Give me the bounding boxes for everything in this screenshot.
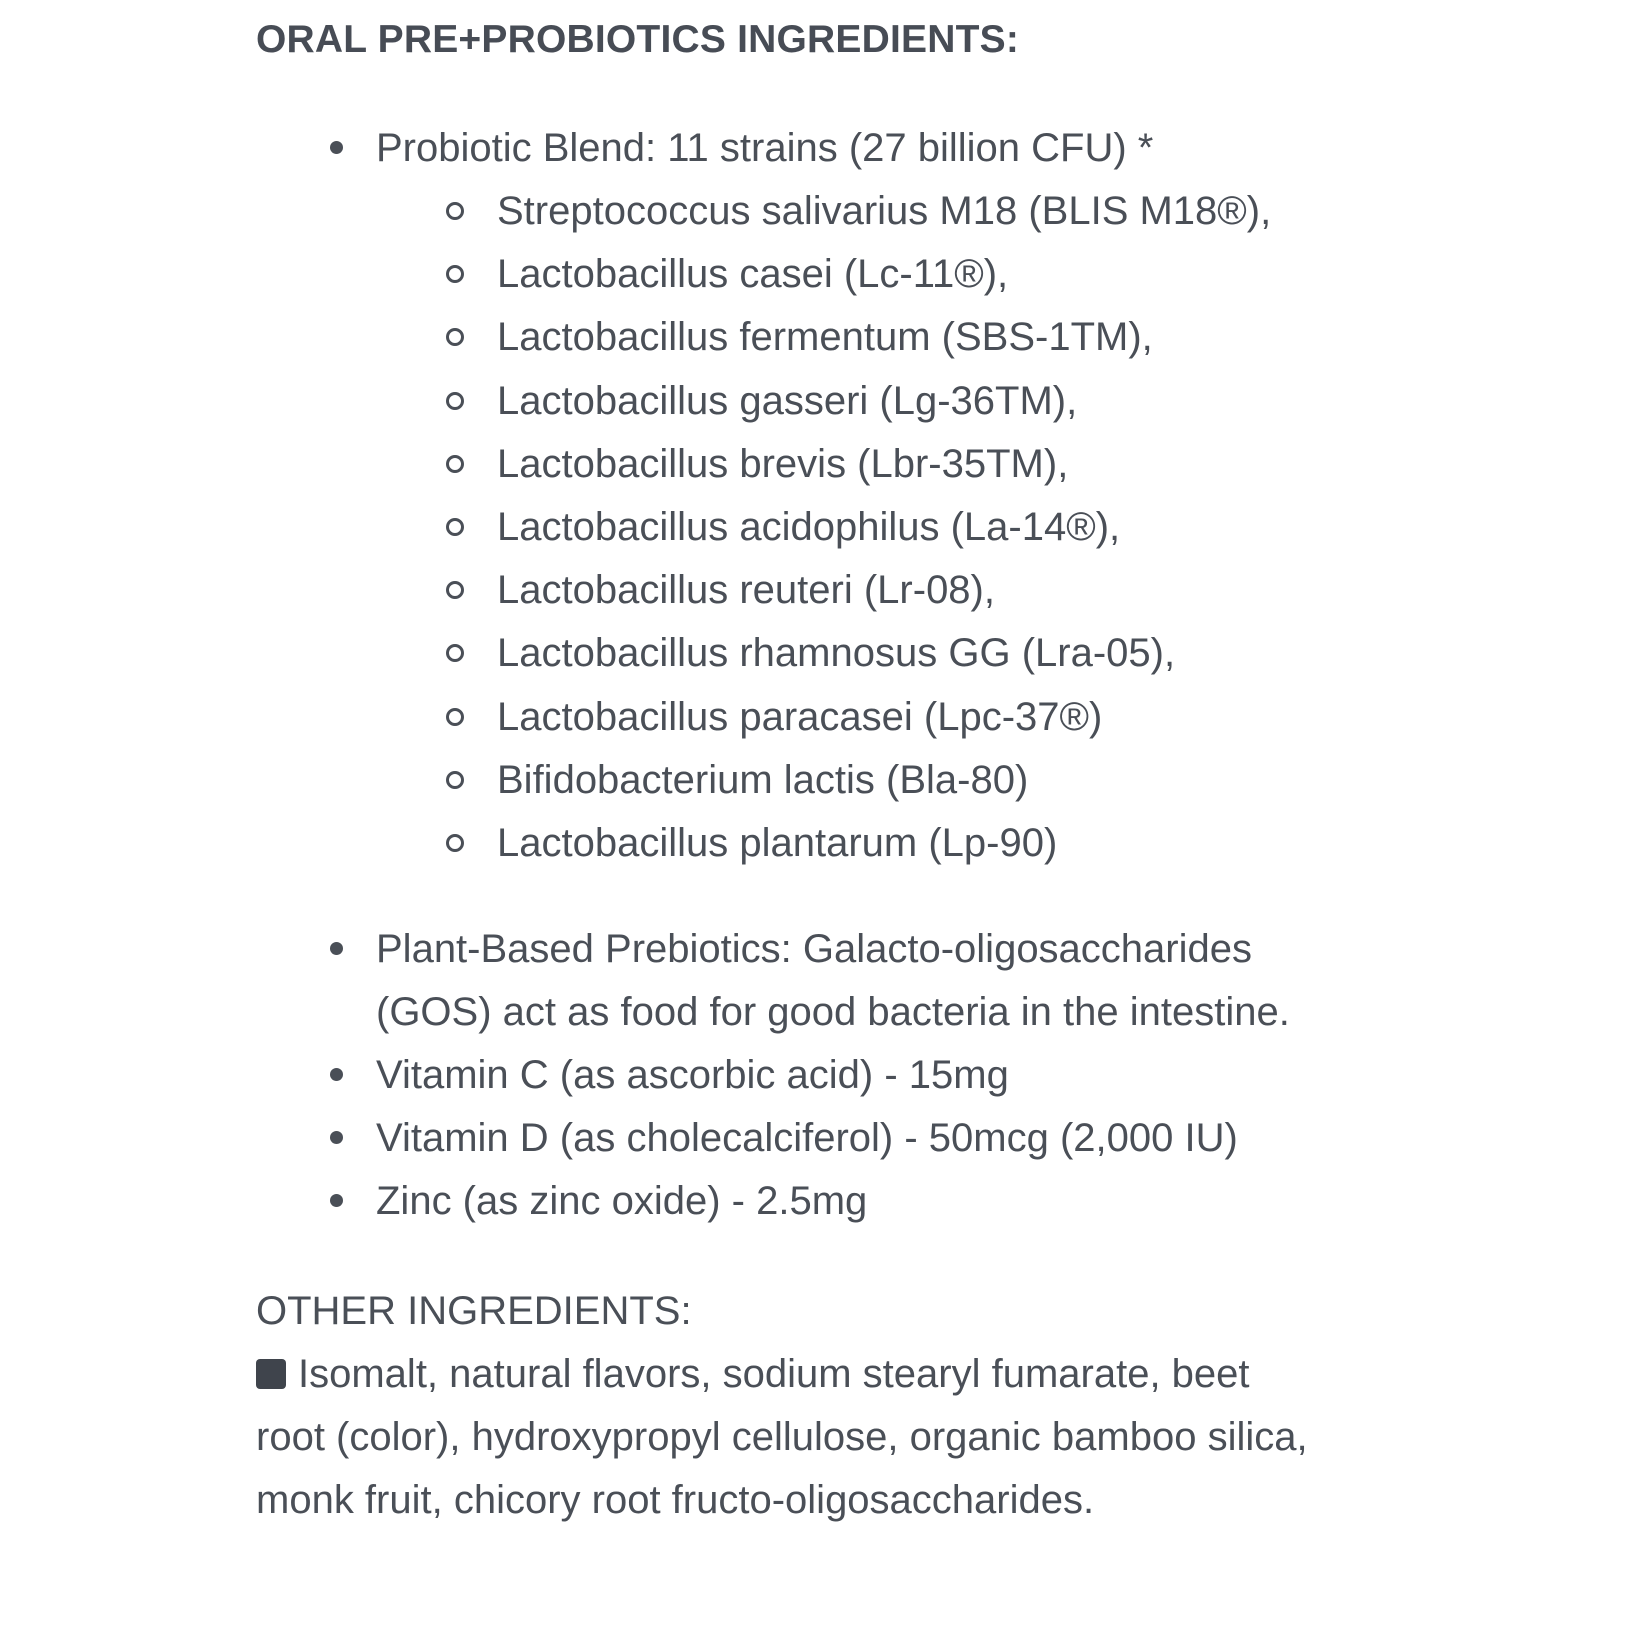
list-item-prebiotics: Plant-Based Prebiotics: Galacto-oligosaccharides (GOS) act as food for good bacteria in the intestine.	[376, 918, 1336, 1044]
strain-item: Streptococcus salivarius M18 (BLIS M18®),	[497, 180, 1271, 243]
strain-item: Lactobacillus reuteri (Lr-08),	[497, 559, 995, 622]
list-item-vitamin-d: Vitamin D (as cholecalciferol) - 50mcg (2,000 IU)	[376, 1107, 1238, 1170]
strain-item: Bifidobacterium lactis (Bla-80)	[497, 749, 1028, 812]
list-item-zinc: Zinc (as zinc oxide) - 2.5mg	[376, 1170, 867, 1233]
strain-item: Lactobacillus brevis (Lbr-35TM),	[497, 433, 1068, 496]
other-ingredients-paragraph	[256, 1343, 1316, 1532]
page-title: ORAL PRE+PROBIOTICS INGREDIENTS:	[256, 18, 1020, 61]
strain-item: Lactobacillus gasseri (Lg-36TM),	[497, 370, 1077, 433]
other-ingredients-text: Isomalt, natural flavors, sodium stearyl fumarate, beet root (color), hydroxypropyl cellulose, organic bamboo silica, monk fruit, chicory root fructo-oligosaccharides.	[256, 1352, 1308, 1522]
other-ingredients-heading: OTHER INGREDIENTS:	[256, 1289, 692, 1333]
strain-item: Lactobacillus plantarum (Lp-90)	[497, 812, 1057, 875]
strain-item: Lactobacillus rhamnosus GG (Lra-05),	[497, 622, 1175, 685]
strain-item: Lactobacillus acidophilus (La-14®),	[497, 496, 1120, 559]
list-item-probiotic-blend: Probiotic Blend: 11 strains (27 billion CFU) *	[376, 117, 1153, 180]
strain-item: Lactobacillus casei (Lc-11®),	[497, 243, 1008, 306]
square-icon	[256, 1359, 286, 1389]
strain-item: Lactobacillus paracasei (Lpc-37®)	[497, 686, 1102, 749]
list-item-vitamin-c: Vitamin C (as ascorbic acid) - 15mg	[376, 1044, 1009, 1107]
strain-item: Lactobacillus fermentum (SBS-1TM),	[497, 306, 1153, 369]
